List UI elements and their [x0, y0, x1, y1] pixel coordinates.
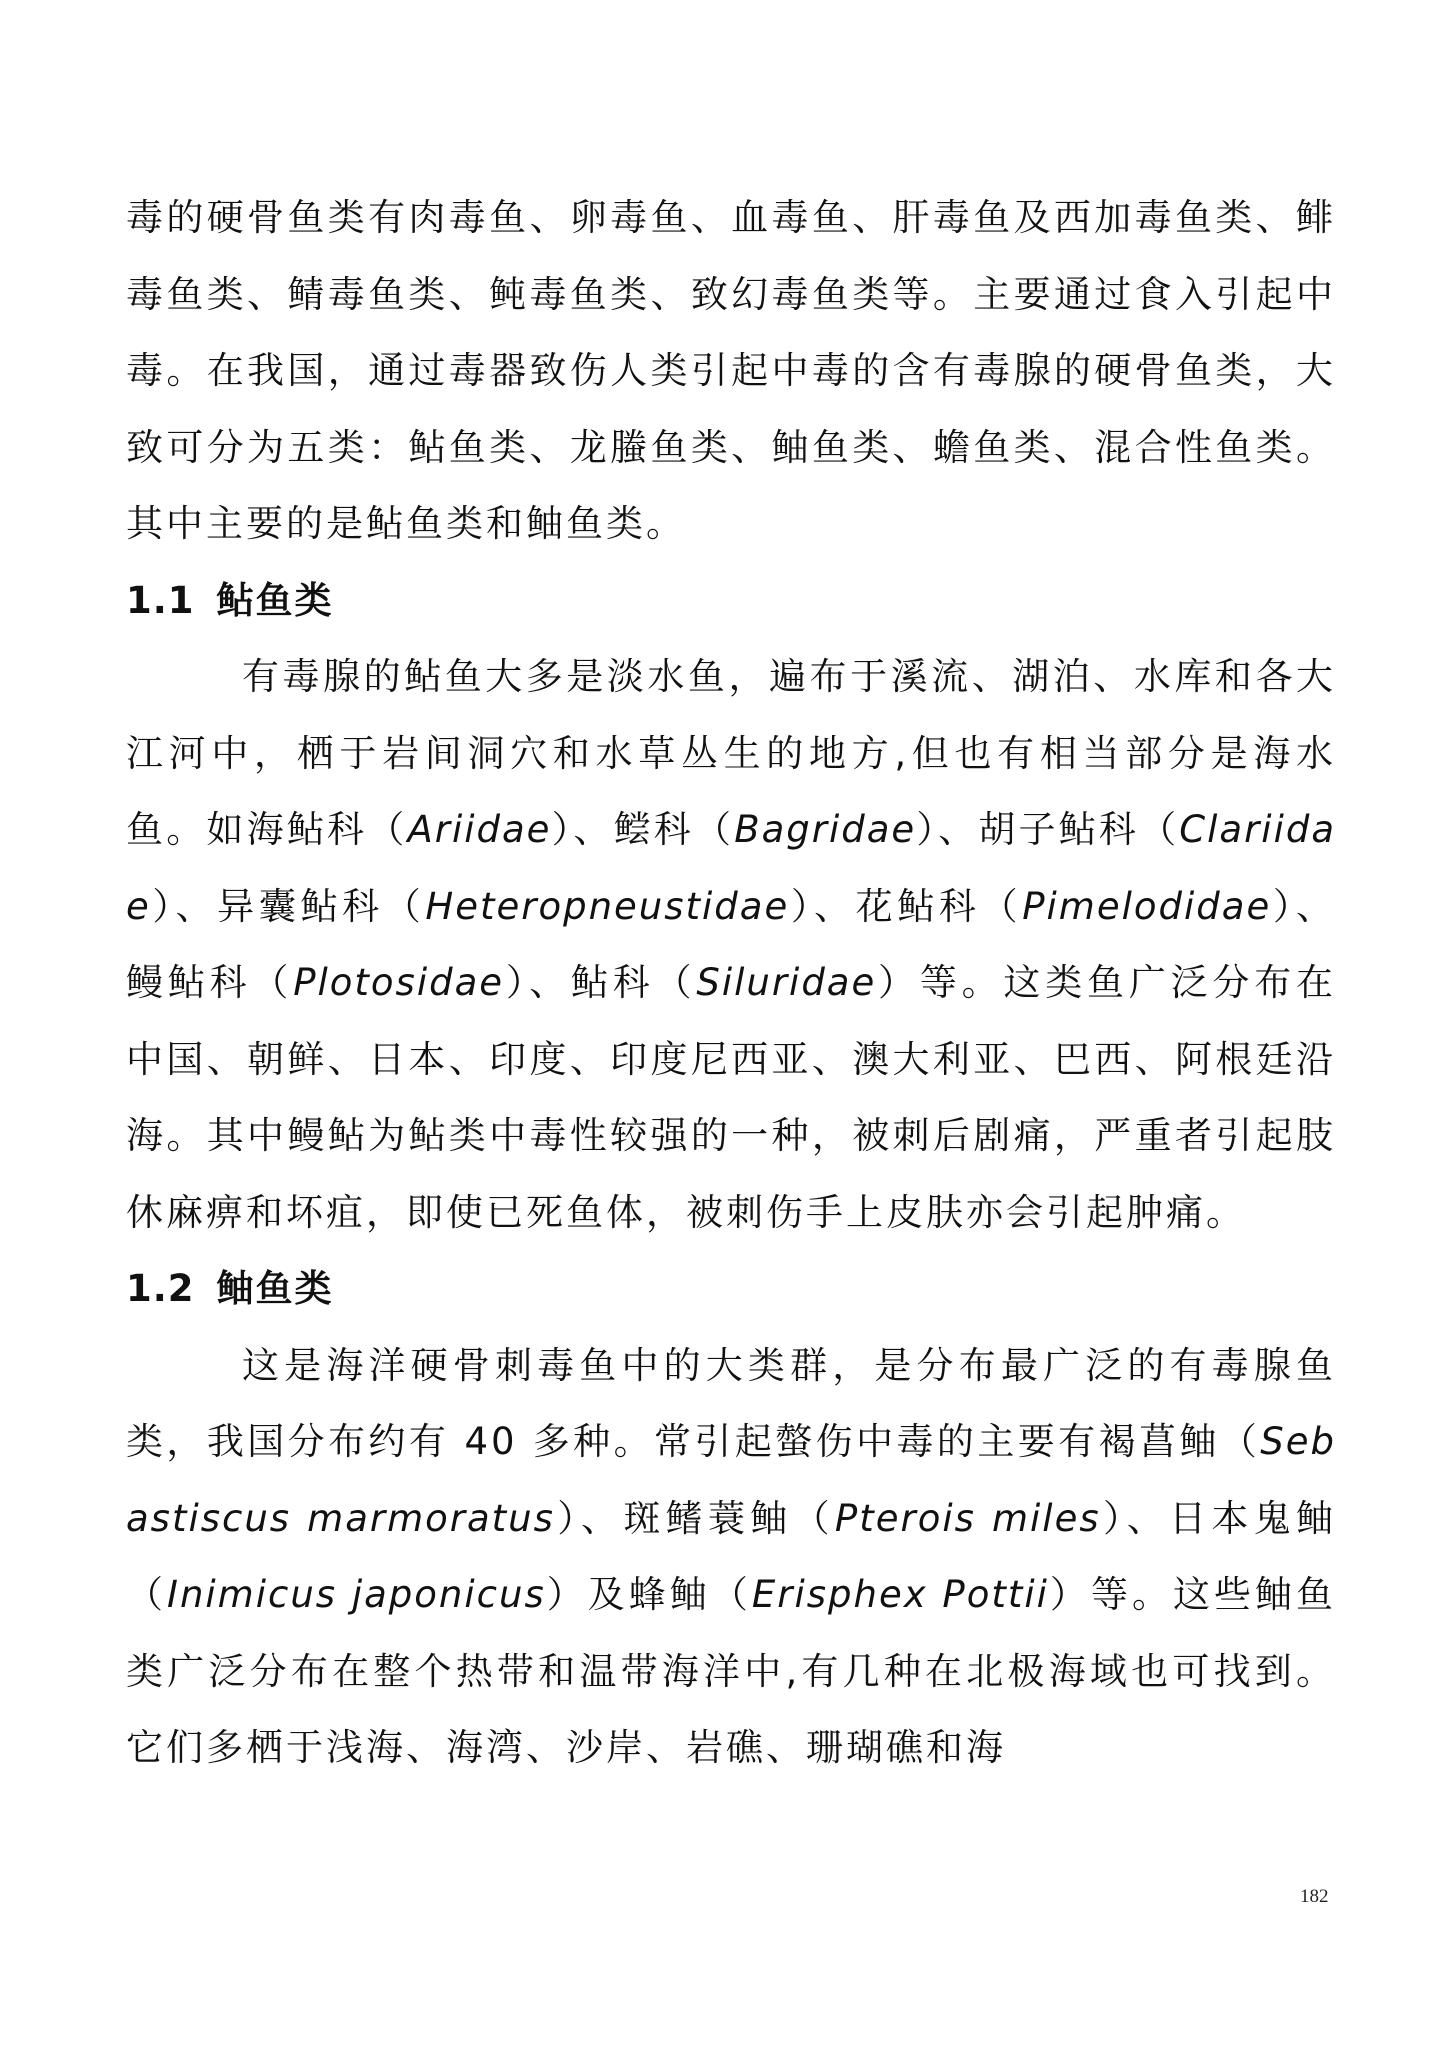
- latin-name: Plotosidae: [293, 961, 505, 1004]
- catfish-paragraph: [126, 639, 1336, 1251]
- latin-name: Pimelodidae: [1022, 884, 1272, 928]
- page-number: 182: [1300, 1886, 1329, 1907]
- text-run: ）、花鲇科（: [789, 884, 1023, 928]
- latin-name: Bagridae: [734, 808, 917, 851]
- text-run: ）及蜂鲉（: [545, 1573, 752, 1616]
- text-run: ）、异囊鲇科（: [150, 884, 426, 928]
- latin-name: Sebastiscus marmoratus: [126, 1420, 1336, 1540]
- section-heading-1-2: [126, 1251, 1336, 1328]
- text-run: ）、鲿科（: [551, 808, 735, 851]
- section-title: 鲇鱼类: [216, 578, 334, 622]
- section-number: 1.1: [126, 578, 195, 622]
- text-run: ）、胡子鲇科（: [916, 808, 1180, 851]
- text-run: ）等。这类鱼广泛分布在中国、朝鲜、日本、印度、印度尼西亚、澳大利亚、巴西、阿根廷沿海。其中鳗鲇为鲇类中毒性较强的一种，被刺后剧痛，严重者引起肢休麻痹和坏疽，即使已死鱼体，被刺伤手上皮肤亦会引起肿痛。: [126, 961, 1337, 1234]
- scorpionfish-paragraph: [126, 1328, 1336, 1787]
- section-title: 鲉鱼类: [216, 1267, 334, 1310]
- latin-name: Ariidae: [407, 808, 552, 851]
- text-run: 有毒腺的鲇鱼大多是淡水鱼，遍布于溪流、湖泊、水库和各大江河中，栖于岩间洞穴和水草丛生的地方,但也有相当部分是海水鱼。如海鲇科（: [126, 655, 1336, 851]
- text-run: ）、日本鬼鲉（: [126, 1496, 1337, 1616]
- latin-name: Siluridae: [696, 961, 877, 1004]
- text-run: 这是海洋硬骨刺毒鱼中的大类群，是分布最广泛的有毒腺鱼类，我国分布约有 40 多种。常引起螫伤中毒的主要有褐菖鲉（: [126, 1343, 1336, 1463]
- latin-name: Pterois miles: [834, 1496, 1101, 1540]
- text-run: ）等。这些鲉鱼类广泛分布在整个热带和温带海洋中,有几种在北极海域也可找到。它们多栖于浅海、海湾、沙岸、岩礁、珊瑚礁和海: [126, 1573, 1337, 1769]
- intro-paragraph: 毒的硬骨鱼类有肉毒鱼、卵毒鱼、血毒鱼、肝毒鱼及西加毒鱼类、鲱毒鱼类、鲭毒鱼类、鲀毒鱼类、致幻毒鱼类等。主要通过食入引起中毒。在我国，通过毒器致伤人类引起中毒的含有毒腺的硬骨鱼类，大致可分为五类：鲇鱼类、龙螣鱼类、鲉鱼类、蟾鱼类、混合性鱼类。其中主要的是鲇鱼类和鲉鱼类。: [126, 196, 1336, 545]
- section-heading-1-1: [126, 563, 1336, 640]
- latin-name: Inimicus japonicus: [167, 1573, 546, 1616]
- latin-name: Heteropneustidae: [425, 884, 790, 928]
- section-number: 1.2: [126, 1267, 195, 1310]
- text-run: ）、鳗鲇科（: [126, 884, 1337, 1004]
- latin-name: Clariidae: [126, 808, 1337, 928]
- latin-name: Erisphex Pottii: [751, 1573, 1049, 1616]
- document-body: [126, 180, 1336, 1787]
- text-run: ）、鲇科（: [504, 961, 697, 1004]
- text-run: ）、斑鳍蓑鲉（: [554, 1496, 835, 1540]
